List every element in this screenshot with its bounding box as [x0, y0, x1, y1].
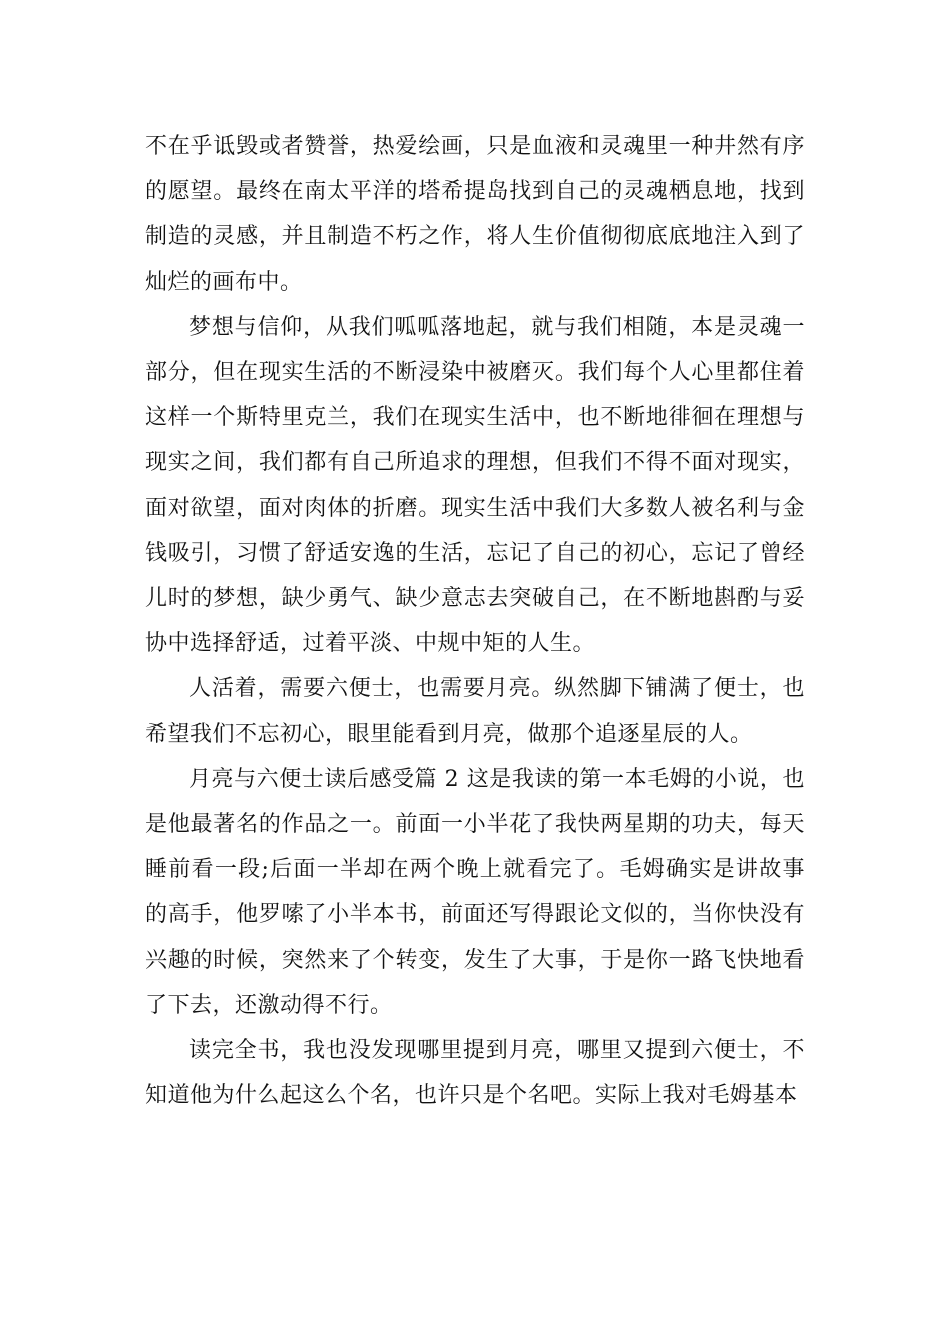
paragraph-1: 不在乎诋毁或者赞誉，热爱绘画，只是血液和灵魂里一种井然有序的愿望。最终在南太平洋的塔希提岛找到自己的灵魂栖息地，找到制造的灵感，并且制造不朽之作，将人生价值彻彻底底地注入到了灿烂的画布中。: [145, 134, 805, 295]
body-text: [145, 124, 805, 1118]
paragraph-4: 月亮与六便士读后感受篇 2 这是我读的第一本毛姆的小说，也是他最著名的作品之一。前面一小半花了我快两星期的功夫，每天睡前看一段;后面一半却在两个晚上就看完了。毛姆确实是讲故事的高手，他罗嗦了小半本书，前面还写得跟论文似的，当你快没有兴趣的时候，突然来了个转变，发生了大事，于是你一路飞快地看了下去，还激动得不行。: [145, 766, 805, 1018]
paragraph-5: 读完全书，我也没发现哪里提到月亮，哪里又提到六便士，不知道他为什么起这么个名，也许只是个名吧。实际上我对毛姆基本: [145, 1038, 805, 1109]
paragraph-2: 梦想与信仰，从我们呱呱落地起，就与我们相随，本是灵魂一部分，但在现实生活的不断浸染中被磨灭。我们每个人心里都住着这样一个斯特里克兰，我们在现实生活中，也不断地徘徊在理想与现实之间，我们都有自己所追求的理想，但我们不得不面对现实，面对欲望，面对肉体的折磨。现实生活中我们大多数人被名利与金钱吸引，习惯了舒适安逸的生活，忘记了自己的初心，忘记了曾经儿时的梦想，缺少勇气、缺少意志去突破自己，在不断地斟酌与妥协中选择舒适，过着平淡、中规中矩的人生。: [145, 314, 805, 657]
paragraph-3: 人活着，需要六便士，也需要月亮。纵然脚下铺满了便士，也希望我们不忘初心，眼里能看到月亮，做那个追逐星辰的人。: [145, 676, 805, 747]
